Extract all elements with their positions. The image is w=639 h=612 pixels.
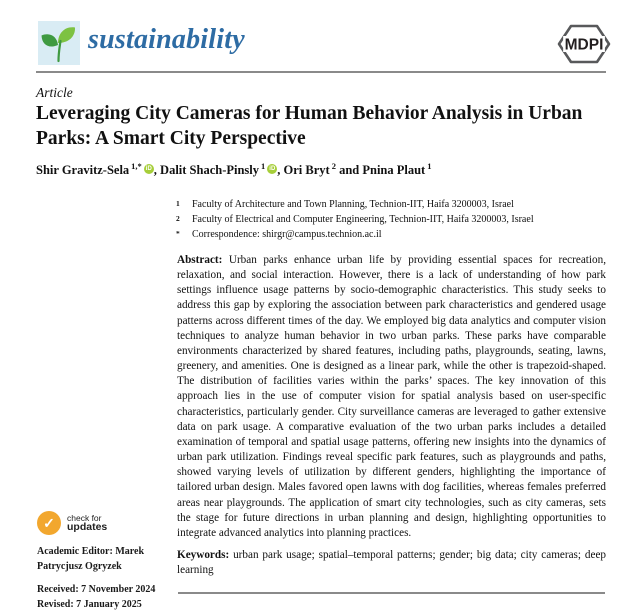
orcid-icon[interactable]: iD xyxy=(269,166,276,173)
author-name: Shir Gravitz-Sela xyxy=(36,163,130,178)
orcid-icon[interactable]: iD xyxy=(145,166,152,173)
keywords-label: Keywords: xyxy=(177,549,230,561)
affiliation-marker: 1 xyxy=(176,199,180,208)
received-date: Received: 7 November 2024 xyxy=(37,584,156,595)
header-divider xyxy=(36,71,606,73)
affiliation-row xyxy=(176,212,616,227)
abstract-label: Abstract: xyxy=(177,254,223,266)
author-name: Dalit Shach-Pinsly xyxy=(160,163,260,178)
academic-editor: Academic Editor: Marek Patrycjusz Ogryzek xyxy=(37,546,145,572)
correspondence-line[interactable]: Correspondence: shirgr@campus.technion.ac.il xyxy=(192,229,382,240)
check-for-updates-badge[interactable] xyxy=(37,511,167,535)
check-for-updates-label: check for updates xyxy=(67,512,108,533)
keywords xyxy=(177,548,606,578)
affiliation-text: Faculty of Electrical and Computer Engineering, Technion-IIT, Haifa 3200003, Israel xyxy=(192,214,534,225)
authors-line: Shir Gravitz-Sela $^{1,*}$ iD , Dalit Shach-Pinsly $^1$ iD , Ori Bryt $^2$ and Pnina Plaut $^1$ xyxy=(36,161,432,178)
abstract-divider xyxy=(178,592,605,594)
journal-leaf-icon xyxy=(38,21,80,65)
revised-date: Revised: 7 January 2025 xyxy=(37,599,142,610)
affiliation-row xyxy=(176,227,616,242)
author-affil-sup: 1,* xyxy=(131,161,142,171)
affiliations xyxy=(176,197,616,242)
mdpi-logo xyxy=(556,23,612,65)
author-affil-sup: 1 xyxy=(261,161,266,171)
correspondence-marker: * xyxy=(176,229,180,238)
article-type-label: Article xyxy=(36,85,73,100)
affiliation-row xyxy=(176,197,616,212)
affiliation-marker: 2 xyxy=(176,214,180,223)
mdpi-wordmark: MDPI xyxy=(564,36,604,54)
abstract xyxy=(177,253,606,541)
keywords-text: urban park usage; spatial–temporal patterns; gender; big data; city cameras; deep learning xyxy=(177,549,607,577)
check-icon: ✓ xyxy=(37,511,61,535)
sidebar xyxy=(37,511,167,612)
author-affil-sup: 2 xyxy=(331,161,336,171)
author-affil-sup: 1 xyxy=(427,161,432,171)
author-name: Pnina Plaut xyxy=(362,163,426,178)
author-name: Ori Bryt xyxy=(283,163,330,178)
abstract-text: Urban parks enhance urban life by providing essential spaces for recreation, relaxation, and social interaction. However, there is a lack of understanding of how park settings influence usage patterns by socio-demographic characteristics. This study seeks to address this gap by exploring the association between park characteristics and gendered usage patterns across different times of the day. We employed big data analytics and computer vision techniques to analyze human behavior in two urban parks. These parks have comparable environments characterized by shared features, including paths, playgrounds, seating, lawns, greenery, and amenities. One is designed as a linear park, while the other is trapezoid-shaped. The distribution of facilities varies within the parks’ spaces. The key innovation of this approach lies in the use of computer vision for spatial analysis based on user-specific characteristics, particularly gender. City surveillance cameras are leveraged to gather extensive data on park usage. A comparative evaluation of the two urban parks includes a detailed examination of temporal and spatial usage patterns, offering new insights into the dynamics of urban park utilization. Findings reveal specific park features, such as playgrounds and paths, showed varying levels of utilization by different genders, highlighting the importance of tailored urban design. Males favored open lawns with dog facilities, whereas females preferred areas near playgrounds. The application of smart city technologies, such as city cameras, sets the stage for future directions in urban planning and design, highlighting opportunities to integrate advanced analytics into planning practices. xyxy=(177,254,607,539)
paper-title: Leveraging City Cameras for Human Behavior Analysis in Urban Parks: A Smart City Perspective xyxy=(36,103,583,149)
affiliation-text: Faculty of Architecture and Town Planning, Technion-IIT, Haifa 3200003, Israel xyxy=(192,199,514,210)
journal-name: sustainability xyxy=(88,24,245,55)
